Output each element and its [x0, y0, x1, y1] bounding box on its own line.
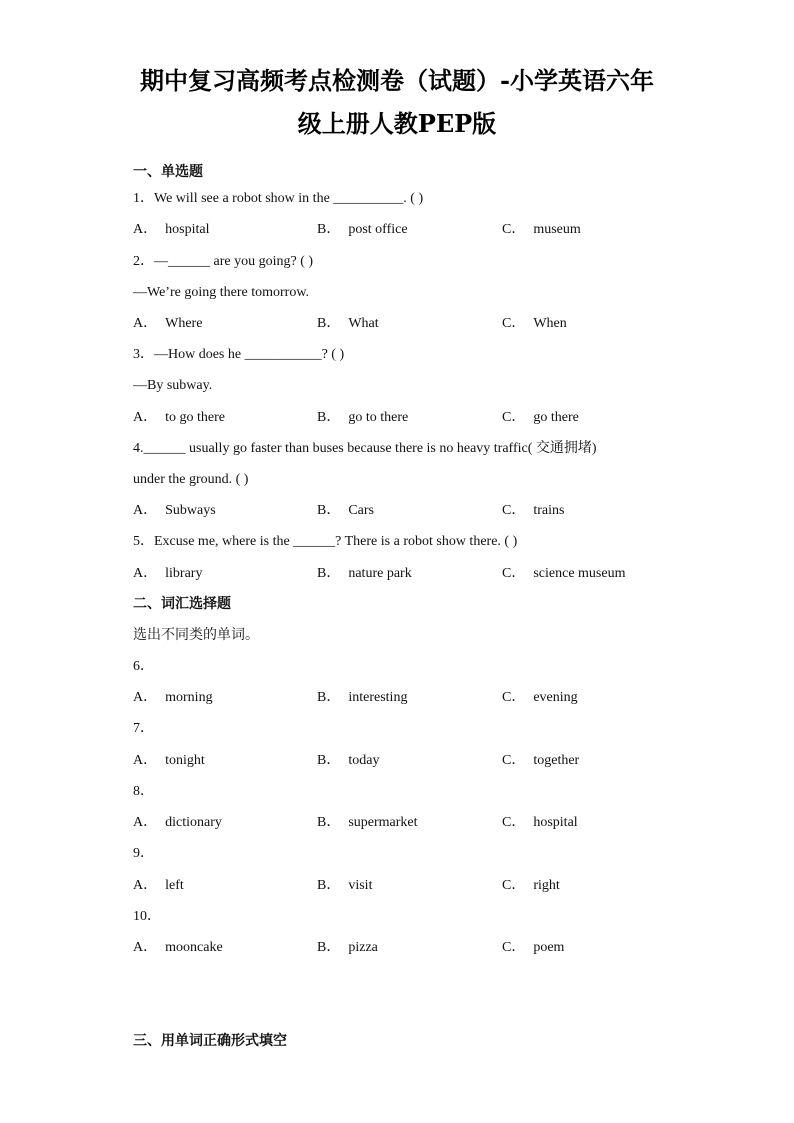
- option-letter: C．: [502, 222, 526, 237]
- section-heading-word-forms: 三、用单词正确形式填空: [133, 1033, 287, 1049]
- option-text: Where: [165, 316, 203, 331]
- option-text: nature park: [348, 566, 412, 581]
- option-letter: B．: [317, 878, 341, 893]
- option-letter: B．: [317, 410, 341, 425]
- question-10-option-c[interactable]: [502, 939, 564, 957]
- question-9-option-c[interactable]: [502, 877, 560, 895]
- option-text: interesting: [348, 690, 408, 705]
- option-letter: A．: [133, 815, 158, 830]
- question-4-line-2: under the ground. ( ): [133, 472, 249, 487]
- question-2-option-c[interactable]: [502, 315, 567, 333]
- option-letter: C．: [502, 690, 526, 705]
- option-letter: A．: [133, 566, 158, 581]
- option-text: pizza: [348, 940, 378, 955]
- option-letter: A．: [133, 690, 158, 705]
- option-letter: A．: [133, 753, 158, 768]
- question-8-option-b[interactable]: [317, 814, 418, 832]
- question-1-stem: 1．We will see a robot show in the __________. ( ): [133, 191, 424, 206]
- question-8-option-c[interactable]: [502, 814, 578, 832]
- option-letter: C．: [502, 753, 526, 768]
- option-letter: A．: [133, 940, 158, 955]
- question-7-option-a[interactable]: [133, 752, 205, 770]
- question-7-option-c[interactable]: [502, 752, 579, 770]
- section-heading-single-choice: 一、单选题: [133, 164, 203, 180]
- question-6-option-c[interactable]: [502, 689, 578, 707]
- option-text: When: [533, 316, 567, 331]
- question-4-option-c[interactable]: [502, 502, 564, 520]
- option-letter: C．: [502, 316, 526, 331]
- option-letter: C．: [502, 503, 526, 518]
- option-text: Subways: [165, 503, 216, 518]
- question-2-line-2: —We’re going there tomorrow.: [133, 285, 310, 300]
- option-text: hospital: [165, 222, 210, 237]
- question-1-option-c[interactable]: [502, 221, 581, 239]
- option-text: visit: [348, 878, 373, 893]
- option-text: to go there: [165, 410, 225, 425]
- question-2-option-a[interactable]: [133, 315, 202, 333]
- option-letter: B．: [317, 753, 341, 768]
- option-text: post office: [348, 222, 408, 237]
- question-9-option-a[interactable]: [133, 877, 184, 895]
- question-7-number: 7．: [133, 721, 154, 736]
- option-letter: C．: [502, 815, 526, 830]
- question-1-option-b[interactable]: [317, 221, 408, 239]
- question-5-stem: 5．Excuse me, where is the ______? There is a robot show there. ( ): [133, 534, 518, 549]
- option-letter: A．: [133, 316, 158, 331]
- question-4-option-a[interactable]: [133, 502, 216, 520]
- option-letter: B．: [317, 940, 341, 955]
- question-3-option-a[interactable]: [133, 409, 225, 427]
- question-9-number: 9．: [133, 846, 154, 861]
- option-text: trains: [533, 503, 565, 518]
- option-letter: B．: [317, 815, 341, 830]
- option-text: What: [348, 316, 379, 331]
- option-text: mooncake: [165, 940, 223, 955]
- option-letter: A．: [133, 222, 158, 237]
- question-7-option-b[interactable]: [317, 752, 379, 770]
- option-text: evening: [533, 690, 578, 705]
- question-5-option-b[interactable]: [317, 565, 412, 583]
- option-text: library: [165, 566, 203, 581]
- question-2-stem: 2．—______ are you going? ( ): [133, 254, 314, 269]
- option-text: morning: [165, 690, 213, 705]
- question-9-option-b[interactable]: [317, 877, 372, 895]
- question-4-stem: 4.______ usually go faster than buses because there is no heavy traffic( 交通拥堵): [133, 441, 597, 456]
- question-10-number: 10．: [133, 909, 161, 924]
- section-2-instruction: 选出不同类的单词。: [133, 627, 259, 643]
- option-letter: A．: [133, 878, 158, 893]
- option-text: go there: [533, 410, 579, 425]
- option-text: tonight: [165, 753, 205, 768]
- option-letter: C．: [502, 410, 526, 425]
- question-3-option-c[interactable]: [502, 409, 579, 427]
- option-text: poem: [533, 940, 565, 955]
- option-text: today: [348, 753, 380, 768]
- option-text: museum: [533, 222, 581, 237]
- option-letter: B．: [317, 222, 341, 237]
- question-3-stem: 3．—How does he ___________? ( ): [133, 347, 345, 362]
- option-letter: A．: [133, 503, 158, 518]
- option-text: go to there: [348, 410, 409, 425]
- document-title-line-1: 期中复习高频考点检测卷（试题）-小学英语六年: [140, 66, 654, 95]
- question-3-option-b[interactable]: [317, 409, 408, 427]
- question-8-option-a[interactable]: [133, 814, 222, 832]
- question-2-option-b[interactable]: [317, 315, 379, 333]
- option-letter: A．: [133, 410, 158, 425]
- section-heading-vocabulary: 二、词汇选择题: [133, 596, 231, 612]
- question-1-option-a[interactable]: [133, 221, 209, 239]
- option-text: together: [533, 753, 580, 768]
- document-title-line-2: 级上册人教PEP版: [297, 109, 497, 138]
- question-10-option-a[interactable]: [133, 939, 223, 957]
- option-letter: B．: [317, 566, 341, 581]
- option-letter: C．: [502, 878, 526, 893]
- option-text: right: [533, 878, 560, 893]
- question-8-number: 8．: [133, 784, 154, 799]
- option-letter: B．: [317, 690, 341, 705]
- option-text: supermarket: [348, 815, 418, 830]
- question-5-option-a[interactable]: [133, 565, 202, 583]
- question-3-line-2: —By subway.: [133, 378, 213, 393]
- option-text: left: [165, 878, 184, 893]
- question-6-option-b[interactable]: [317, 689, 407, 707]
- option-letter: C．: [502, 566, 526, 581]
- question-6-option-a[interactable]: [133, 689, 213, 707]
- question-6-number: 6．: [133, 659, 154, 674]
- option-letter: B．: [317, 503, 341, 518]
- question-5-option-c[interactable]: [502, 565, 625, 583]
- option-text: science museum: [533, 566, 626, 581]
- option-letter: C．: [502, 940, 526, 955]
- question-4-option-b[interactable]: [317, 502, 374, 520]
- option-text: hospital: [533, 815, 578, 830]
- option-text: Cars: [348, 503, 375, 518]
- option-text: dictionary: [165, 815, 222, 830]
- option-letter: B．: [317, 316, 341, 331]
- question-10-option-b[interactable]: [317, 939, 378, 957]
